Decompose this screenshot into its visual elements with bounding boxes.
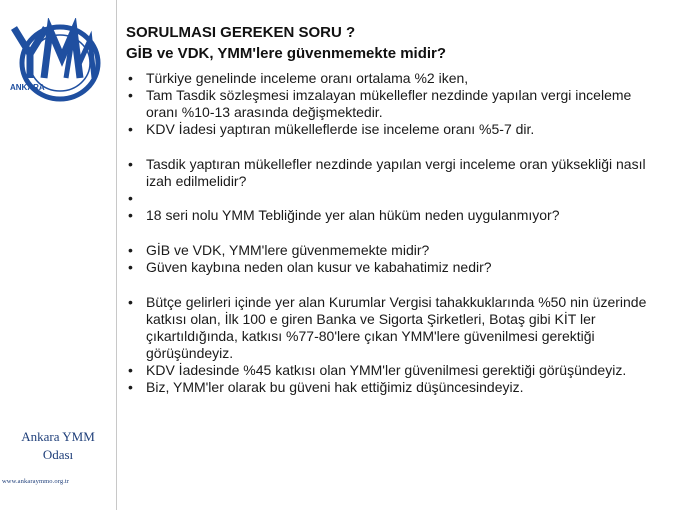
sidebar (0, 0, 117, 510)
website-link[interactable]: www.ankaraymmo.org.tr (2, 478, 70, 485)
bullet-item: • Güven kaybına neden olan kusur ve kabahatimiz nedir? (124, 259, 664, 276)
bullet-group-2 (124, 156, 664, 224)
bullet-item: • KDV İadesi yaptıran mükelleflerde ise inceleme oranı %5-7 dir. (124, 121, 664, 138)
ankara-ymm-logo (4, 18, 102, 104)
slide-title-line2: GİB ve VDK, YMM'lere güvenmemekte midir? (126, 45, 447, 62)
org-name-line1: Ankara YMM (21, 429, 95, 444)
slide-title-line1: SORULMASI GEREKEN SORU ? (126, 24, 356, 41)
bullet-group-4 (124, 294, 664, 396)
bullet-item: • KDV İadesinde %45 katkısı olan YMM'ler güvenilmesi gerektiği görüşündeyiz. (124, 362, 664, 379)
bullet-item: • Biz, YMM'ler olarak bu güveni hak ettiğimiz düşüncesindeyiz. (124, 379, 664, 396)
bullet-group-1 (124, 70, 664, 138)
bullet-item: • GİB ve VDK, YMM'lere güvenmemekte midir? (124, 242, 664, 259)
org-name-line2: Odası (42, 447, 74, 462)
bullet-item: • Tam Tasdik sözleşmesi imzalayan mükellefler nezdinde yapılan vergi inceleme oranı %10-13 arasında değişmektedir. (124, 87, 664, 121)
bullet-group-3 (124, 242, 664, 276)
org-name (0, 428, 116, 464)
bullet-item: • Türkiye genelinde inceleme oranı ortalama %2 iken, (124, 70, 664, 87)
bullet-item-empty (124, 190, 664, 207)
bullet-item: • Tasdik yaptıran mükellefler nezdinde yapılan vergi inceleme oran yüksekliği nasıl izah edilmelidir? (124, 156, 664, 190)
bullet-item: • 18 seri nolu YMM Tebliğinde yer alan hüküm neden uygulanmıyor? (124, 207, 664, 224)
logo-text: ANKARA (10, 83, 45, 92)
slide-title (126, 22, 446, 64)
bullet-item: • Bütçe gelirleri içinde yer alan Kurumlar Vergisi tahakkuklarında %50 nin üzerinde katkısı olan, İlk 100 e giren Banka ve Sigorta Şirketleri, Botaş gibi KİT ler çıkartıldığında, katkısı %77-80'lere çıkan YMM'lere güvenilmesi gerektiği görüşündeyiz. (124, 294, 664, 362)
slide-content (124, 70, 664, 414)
